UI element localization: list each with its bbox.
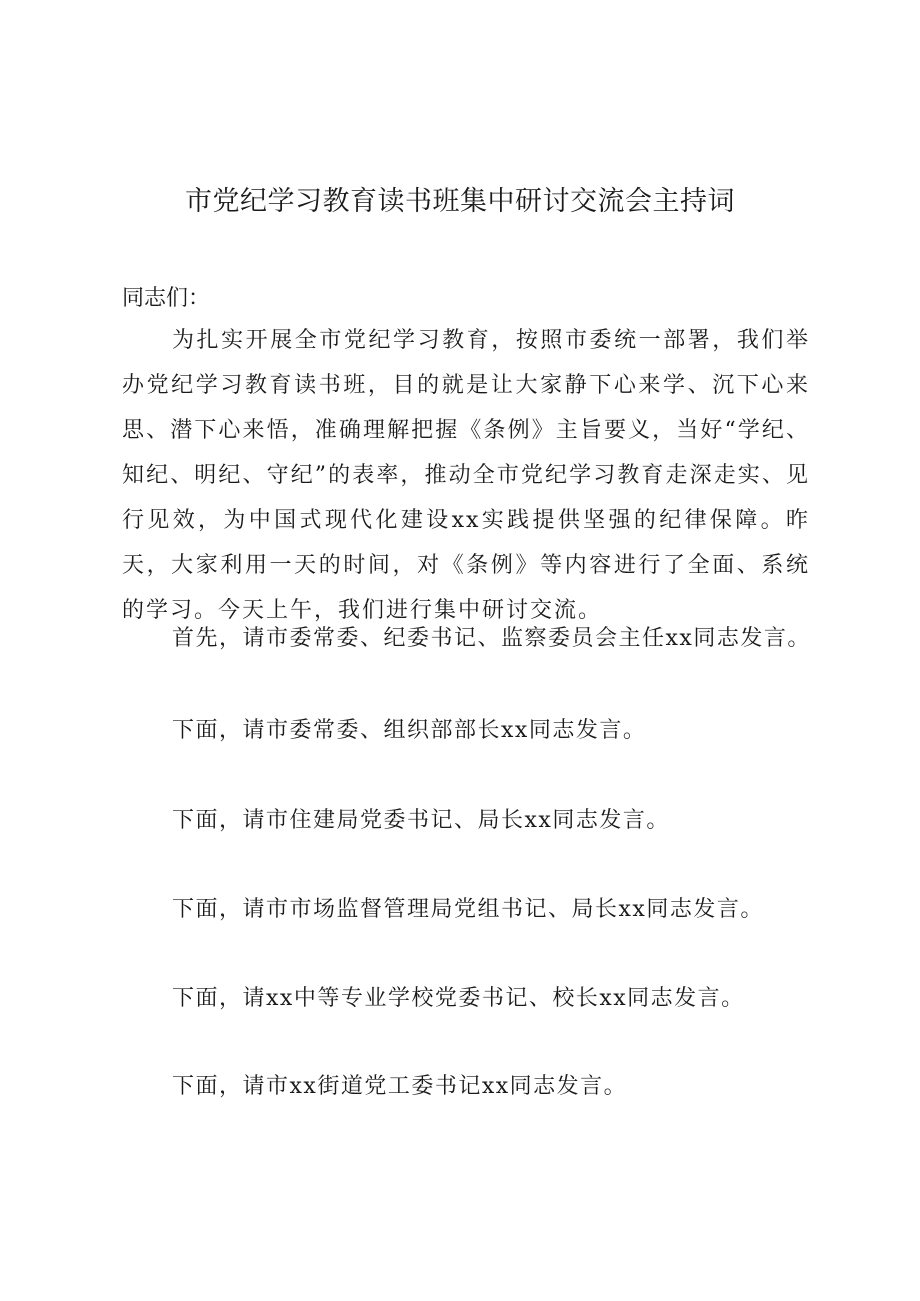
speaker-line-5: 下面，请xx中等专业学校党委书记、校长xx同志发言。 xyxy=(172,986,745,1011)
speaker-line-3: 下面，请市住建局党委书记、局长xx同志发言。 xyxy=(172,808,670,833)
speaker-line-6: 下面，请市xx街道党工委书记xx同志发言。 xyxy=(172,1074,628,1099)
speaker-line-1: 首先，请市委常委、纪委书记、监察委员会主任xx同志发言。 xyxy=(172,626,811,651)
greeting: 同志们： xyxy=(122,286,211,311)
speaker-line-2: 下面，请市委常委、组织部部长xx同志发言。 xyxy=(172,718,647,743)
document-title: 市党纪学习教育读书班集中研讨交流会主持词 xyxy=(185,186,735,217)
intro-paragraph: 为扎实开展全市党纪学习教育，按照市委统一部署，我们举办党纪学习教育读书班，目的就是让大家静下心来学、沉下心来思、潜下心来悟，准确理解把握《条例》主旨要义，当好“学纪、知纪、明纪、守纪”的表率，推动全市党纪学习教育走深走实、见行见效，为中国式现代化建设xx实践提供坚强的纪律保障。昨天，大家利用一天的时间，对《条例》等内容进行了全面、系统的学习。今天上午，我们进行集中研讨交流。 xyxy=(122,328,810,623)
speaker-line-4: 下面，请市市场监督管理局党组书记、局长xx同志发言。 xyxy=(172,897,764,922)
